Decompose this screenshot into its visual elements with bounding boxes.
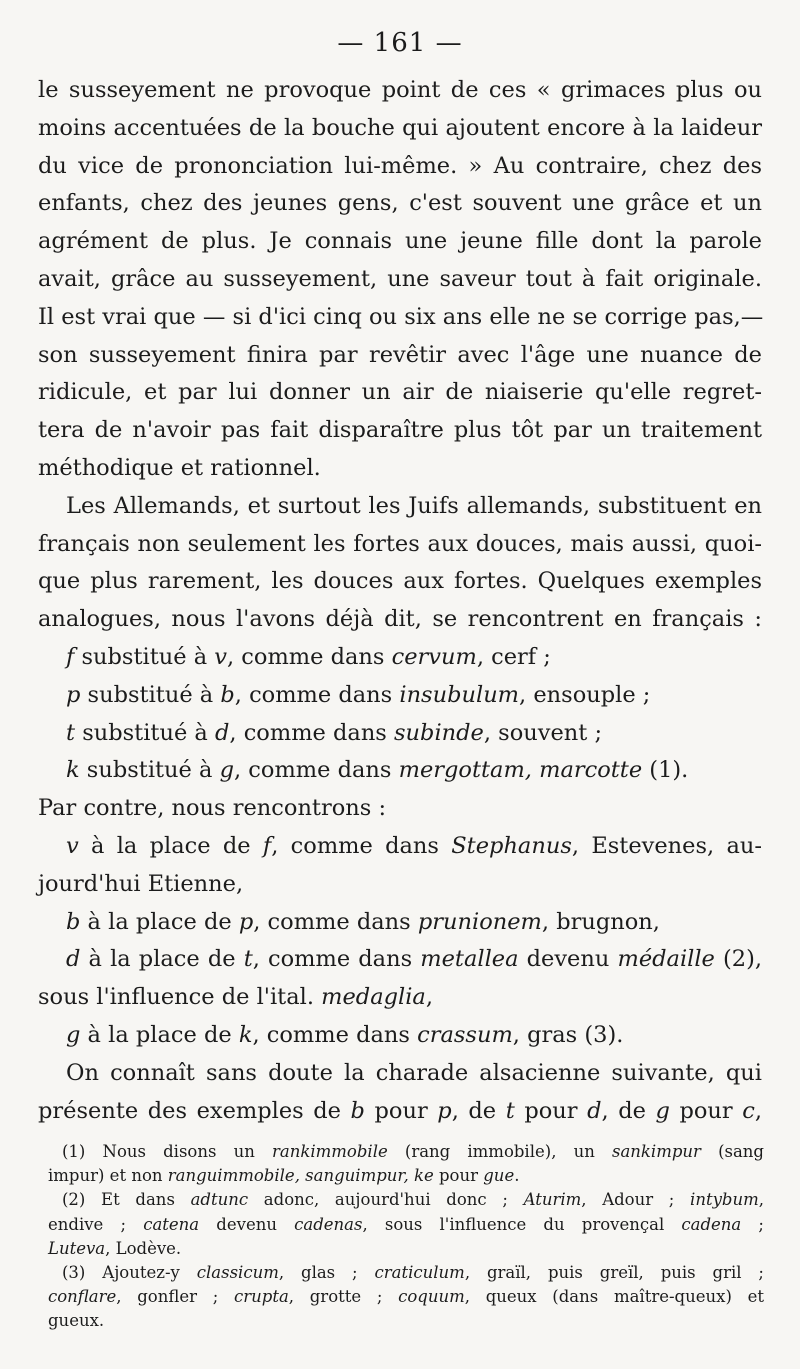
text-line: On connaît sans doute la charade alsacienne suivante, qui bbox=[66, 1059, 762, 1086]
text-line: Par contre, nous rencontrons : bbox=[38, 795, 387, 822]
example-line: f substitué à v, comme dans cervum, cerf ; bbox=[66, 643, 551, 670]
example-line: d à la place de t, comme dans metallea devenu médaille (2), bbox=[66, 946, 763, 973]
example-line: g à la place de k, comme dans crassum, gras (3). bbox=[66, 1021, 624, 1048]
text-line: du vice de prononciation lui-même. » Au contraire, chez des bbox=[38, 152, 762, 179]
text-line: tera de n'avoir pas fait disparaître plus tôt par un traitement bbox=[38, 417, 762, 444]
text-line: méthodique et rationnel. bbox=[38, 454, 321, 481]
text-line: présente des exemples de b pour p, de t pour d, de g pour c, bbox=[38, 1097, 762, 1124]
footnote-3-cont: gueux. bbox=[48, 1311, 105, 1331]
text-line: ridicule, et par lui donner un air de niaiserie qu'elle regret- bbox=[38, 379, 762, 406]
examples-reverse bbox=[38, 828, 762, 1055]
examples-substitution bbox=[38, 639, 762, 790]
text-line: moins accentuées de la bouche qui ajoutent encore à la laideur bbox=[38, 114, 762, 141]
text-line: Il est vrai que — si d'ici cinq ou six ans elle ne se corrige pas,— bbox=[38, 303, 764, 330]
footnote-2: (2) Et dans adtunc adonc, aujourd'hui donc ; Aturim, Adour ; intybum, bbox=[62, 1190, 764, 1210]
paragraph-3 bbox=[38, 1055, 762, 1131]
page-number: — 161 — bbox=[337, 28, 463, 58]
text-line: Les Allemands, et surtout les Juifs allemands, substituent en bbox=[66, 492, 762, 519]
footnote-1-cont: impur) et non ranguimmobile, sanguimpur, ke pour gue. bbox=[48, 1166, 520, 1186]
footnotes bbox=[48, 1140, 764, 1334]
text-line: son susseyement finira par revêtir avec l'âge une nuance de bbox=[38, 341, 762, 368]
example-line: k substitué à g, comme dans mergottam, marcotte (1). bbox=[66, 757, 689, 784]
footnote-1: (1) Nous disons un rankimmobile (rang immobile), un sankimpur (sang bbox=[62, 1142, 764, 1161]
example-line: sous l'influence de l'ital. medaglia, bbox=[38, 984, 433, 1011]
footnote-3-cont: conflare, gonfler ; crupta, grotte ; coquum, queux (dans maître-queux) et bbox=[48, 1287, 764, 1307]
text-line: enfants, chez des jeunes gens, c'est souvent une grâce et un bbox=[38, 190, 762, 217]
example-line: v à la place de f, comme dans Stephanus, Estevenes, au- bbox=[66, 832, 762, 859]
main-text bbox=[38, 72, 762, 1130]
text-line: agrément de plus. Je connais une jeune fille dont la parole bbox=[38, 228, 762, 255]
text-line: français non seulement les fortes aux douces, mais aussi, quoi- bbox=[38, 530, 762, 557]
text-line: le susseyement ne provoque point de ces « grimaces plus ou bbox=[38, 77, 762, 103]
example-line: p substitué à b, comme dans insubulum, ensouple ; bbox=[66, 681, 651, 708]
paragraph-2 bbox=[38, 488, 762, 639]
footnote-2-cont: endive ; catena devenu cadenas, sous l'influence du provençal cadena ; bbox=[48, 1214, 764, 1234]
example-line: b à la place de p, comme dans prunionem, brugnon, bbox=[66, 908, 660, 935]
paragraph-1 bbox=[38, 72, 762, 488]
example-line: t substitué à d, comme dans subinde, souvent ; bbox=[66, 719, 603, 746]
footnote-3: (3) Ajoutez-y classicum, glas ; craticulum, graïl, puis greïl, puis gril ; bbox=[62, 1263, 764, 1283]
footnote-2-cont: Luteva, Lodève. bbox=[48, 1238, 182, 1258]
text-line: avait, grâce au susseyement, une saveur tout à fait originale. bbox=[38, 265, 762, 292]
text-line: analogues, nous l'avons déjà dit, se rencontrent en français : bbox=[38, 606, 762, 633]
example-line: jourd'hui Etienne, bbox=[38, 870, 244, 897]
text-line: que plus rarement, les douces aux fortes. Quelques exemples bbox=[38, 568, 762, 595]
